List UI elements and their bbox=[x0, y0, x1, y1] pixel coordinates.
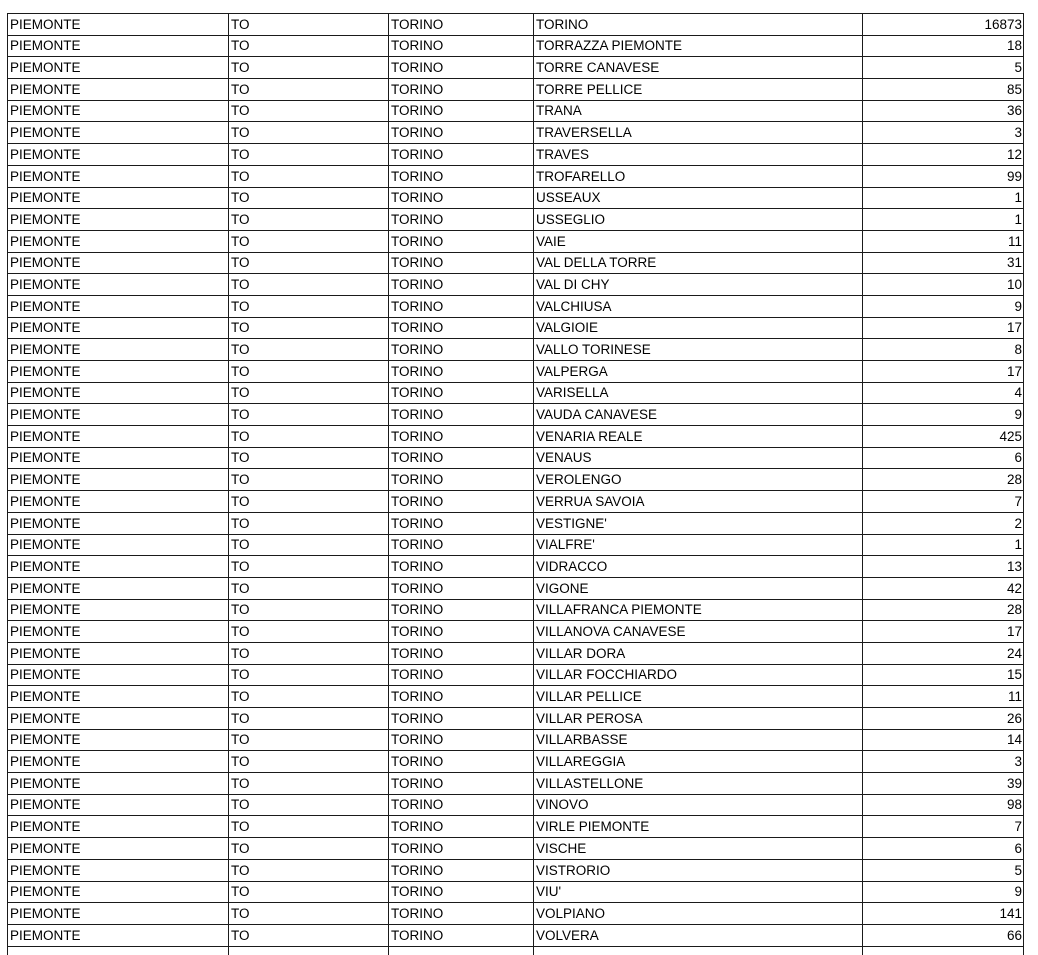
table-row bbox=[8, 426, 1024, 448]
region-cell: PIEMONTE bbox=[8, 274, 229, 296]
table-row bbox=[8, 447, 1024, 469]
region-cell: PIEMONTE bbox=[8, 339, 229, 361]
municipality-cell: VILLASTELLONE bbox=[534, 773, 863, 795]
province-cell: TORINO bbox=[389, 339, 534, 361]
municipality-cell: TRANA bbox=[534, 100, 863, 122]
province-code-cell: TO bbox=[229, 274, 389, 296]
province-code-cell: TO bbox=[229, 599, 389, 621]
value-cell: 9 bbox=[863, 404, 1024, 426]
province-code-cell: TO bbox=[229, 469, 389, 491]
province-cell: TORINO bbox=[389, 165, 534, 187]
province-cell: TORINO bbox=[389, 621, 534, 643]
value-cell: 7 bbox=[863, 491, 1024, 513]
value-cell: 17 bbox=[863, 361, 1024, 383]
province-code-cell: TO bbox=[229, 577, 389, 599]
region-cell: PIEMONTE bbox=[8, 577, 229, 599]
value-cell: 28 bbox=[863, 599, 1024, 621]
table-row bbox=[8, 122, 1024, 144]
municipality-cell: VISCHE bbox=[534, 838, 863, 860]
region-cell: PIEMONTE bbox=[8, 57, 229, 79]
municipality-cell: VESTIGNE' bbox=[534, 512, 863, 534]
region-cell: PIEMONTE bbox=[8, 361, 229, 383]
province-cell: TORINO bbox=[389, 816, 534, 838]
empty-cell bbox=[863, 946, 1024, 955]
municipality-cell: VILLAR DORA bbox=[534, 642, 863, 664]
value-cell: 15 bbox=[863, 664, 1024, 686]
region-cell: PIEMONTE bbox=[8, 924, 229, 946]
province-code-cell: TO bbox=[229, 642, 389, 664]
value-cell: 18 bbox=[863, 35, 1024, 57]
province-code-cell: TO bbox=[229, 79, 389, 101]
province-cell: TORINO bbox=[389, 209, 534, 231]
region-cell: PIEMONTE bbox=[8, 556, 229, 578]
province-cell: TORINO bbox=[389, 512, 534, 534]
table-row bbox=[8, 556, 1024, 578]
region-cell: PIEMONTE bbox=[8, 79, 229, 101]
region-cell: PIEMONTE bbox=[8, 816, 229, 838]
province-code-cell: TO bbox=[229, 382, 389, 404]
municipality-cell: VOLPIANO bbox=[534, 903, 863, 925]
value-cell: 42 bbox=[863, 577, 1024, 599]
province-cell: TORINO bbox=[389, 838, 534, 860]
region-cell: PIEMONTE bbox=[8, 599, 229, 621]
municipality-cell: VIRLE PIEMONTE bbox=[534, 816, 863, 838]
value-cell: 2 bbox=[863, 512, 1024, 534]
province-cell: TORINO bbox=[389, 794, 534, 816]
municipality-cell: TORRE PELLICE bbox=[534, 79, 863, 101]
province-cell: TORINO bbox=[389, 57, 534, 79]
province-cell: TORINO bbox=[389, 274, 534, 296]
province-cell: TORINO bbox=[389, 230, 534, 252]
table-row bbox=[8, 252, 1024, 274]
region-cell: PIEMONTE bbox=[8, 295, 229, 317]
municipality-cell: TORRAZZA PIEMONTE bbox=[534, 35, 863, 57]
empty-cell bbox=[389, 946, 534, 955]
region-cell: PIEMONTE bbox=[8, 534, 229, 556]
table-row bbox=[8, 491, 1024, 513]
table-row bbox=[8, 382, 1024, 404]
province-code-cell: TO bbox=[229, 534, 389, 556]
value-cell: 26 bbox=[863, 708, 1024, 730]
municipality-cell: VILLARBASSE bbox=[534, 729, 863, 751]
table-row bbox=[8, 144, 1024, 166]
province-cell: TORINO bbox=[389, 317, 534, 339]
table-row bbox=[8, 708, 1024, 730]
table-row bbox=[8, 794, 1024, 816]
data-table bbox=[7, 13, 1024, 955]
table-row bbox=[8, 35, 1024, 57]
province-code-cell: TO bbox=[229, 686, 389, 708]
province-code-cell: TO bbox=[229, 838, 389, 860]
province-cell: TORINO bbox=[389, 577, 534, 599]
value-cell: 8 bbox=[863, 339, 1024, 361]
region-cell: PIEMONTE bbox=[8, 794, 229, 816]
province-code-cell: TO bbox=[229, 773, 389, 795]
province-code-cell: TO bbox=[229, 664, 389, 686]
municipality-cell: TORINO bbox=[534, 14, 863, 36]
province-code-cell: TO bbox=[229, 35, 389, 57]
province-code-cell: TO bbox=[229, 404, 389, 426]
province-cell: TORINO bbox=[389, 773, 534, 795]
municipality-cell: VISTRORIO bbox=[534, 859, 863, 881]
table-row bbox=[8, 664, 1024, 686]
region-cell: PIEMONTE bbox=[8, 187, 229, 209]
municipality-cell: TRAVERSELLA bbox=[534, 122, 863, 144]
region-cell: PIEMONTE bbox=[8, 209, 229, 231]
province-cell: TORINO bbox=[389, 729, 534, 751]
region-cell: PIEMONTE bbox=[8, 664, 229, 686]
value-cell: 28 bbox=[863, 469, 1024, 491]
municipality-cell: VILLAFRANCA PIEMONTE bbox=[534, 599, 863, 621]
table-row bbox=[8, 317, 1024, 339]
table-row bbox=[8, 621, 1024, 643]
table-row bbox=[8, 100, 1024, 122]
province-cell: TORINO bbox=[389, 404, 534, 426]
province-cell: TORINO bbox=[389, 35, 534, 57]
region-cell: PIEMONTE bbox=[8, 469, 229, 491]
province-code-cell: TO bbox=[229, 903, 389, 925]
table-row bbox=[8, 469, 1024, 491]
table-row bbox=[8, 816, 1024, 838]
table-row bbox=[8, 187, 1024, 209]
province-code-cell: TO bbox=[229, 187, 389, 209]
province-code-cell: TO bbox=[229, 14, 389, 36]
value-cell: 5 bbox=[863, 57, 1024, 79]
municipality-cell: VAL DELLA TORRE bbox=[534, 252, 863, 274]
table-row bbox=[8, 14, 1024, 36]
province-cell: TORINO bbox=[389, 426, 534, 448]
region-cell: PIEMONTE bbox=[8, 252, 229, 274]
province-code-cell: TO bbox=[229, 361, 389, 383]
province-cell: TORINO bbox=[389, 79, 534, 101]
value-cell: 425 bbox=[863, 426, 1024, 448]
municipality-cell: VILLAREGGIA bbox=[534, 751, 863, 773]
province-code-cell: TO bbox=[229, 295, 389, 317]
municipality-cell: TORRE CANAVESE bbox=[534, 57, 863, 79]
province-code-cell: TO bbox=[229, 209, 389, 231]
province-cell: TORINO bbox=[389, 122, 534, 144]
value-cell: 1 bbox=[863, 187, 1024, 209]
table-row bbox=[8, 165, 1024, 187]
value-cell: 11 bbox=[863, 686, 1024, 708]
municipality-cell: VENAUS bbox=[534, 447, 863, 469]
province-code-cell: TO bbox=[229, 924, 389, 946]
value-cell: 6 bbox=[863, 838, 1024, 860]
region-cell: PIEMONTE bbox=[8, 838, 229, 860]
table-row bbox=[8, 79, 1024, 101]
region-cell: PIEMONTE bbox=[8, 686, 229, 708]
municipality-cell: VILLANOVA CANAVESE bbox=[534, 621, 863, 643]
province-code-cell: TO bbox=[229, 144, 389, 166]
value-cell: 4 bbox=[863, 382, 1024, 404]
table-row bbox=[8, 838, 1024, 860]
province-cell: TORINO bbox=[389, 599, 534, 621]
municipality-cell: VIDRACCO bbox=[534, 556, 863, 578]
value-cell: 1 bbox=[863, 534, 1024, 556]
value-cell: 17 bbox=[863, 621, 1024, 643]
region-cell: PIEMONTE bbox=[8, 317, 229, 339]
region-cell: PIEMONTE bbox=[8, 621, 229, 643]
region-cell: PIEMONTE bbox=[8, 230, 229, 252]
region-cell: PIEMONTE bbox=[8, 729, 229, 751]
municipality-cell: VILLAR PELLICE bbox=[534, 686, 863, 708]
empty-cell bbox=[534, 946, 863, 955]
province-code-cell: TO bbox=[229, 165, 389, 187]
province-cell: TORINO bbox=[389, 903, 534, 925]
municipality-cell: VINOVO bbox=[534, 794, 863, 816]
municipality-cell: VAL DI CHY bbox=[534, 274, 863, 296]
table-row bbox=[8, 295, 1024, 317]
value-cell: 6 bbox=[863, 447, 1024, 469]
value-cell: 5 bbox=[863, 859, 1024, 881]
table-row bbox=[8, 924, 1024, 946]
value-cell: 7 bbox=[863, 816, 1024, 838]
province-cell: TORINO bbox=[389, 295, 534, 317]
region-cell: PIEMONTE bbox=[8, 165, 229, 187]
province-cell: TORINO bbox=[389, 924, 534, 946]
table-row bbox=[8, 881, 1024, 903]
region-cell: PIEMONTE bbox=[8, 382, 229, 404]
province-code-cell: TO bbox=[229, 122, 389, 144]
value-cell: 66 bbox=[863, 924, 1024, 946]
region-cell: PIEMONTE bbox=[8, 512, 229, 534]
table-row bbox=[8, 534, 1024, 556]
municipality-cell: VALLO TORINESE bbox=[534, 339, 863, 361]
municipality-cell: USSEAUX bbox=[534, 187, 863, 209]
province-code-cell: TO bbox=[229, 317, 389, 339]
municipality-cell: VALCHIUSA bbox=[534, 295, 863, 317]
municipality-cell: VAIE bbox=[534, 230, 863, 252]
region-cell: PIEMONTE bbox=[8, 903, 229, 925]
value-cell: 1 bbox=[863, 209, 1024, 231]
province-code-cell: TO bbox=[229, 230, 389, 252]
province-cell: TORINO bbox=[389, 447, 534, 469]
table-row bbox=[8, 729, 1024, 751]
province-cell: TORINO bbox=[389, 187, 534, 209]
region-cell: PIEMONTE bbox=[8, 14, 229, 36]
province-cell: TORINO bbox=[389, 664, 534, 686]
table-row bbox=[8, 859, 1024, 881]
province-cell: TORINO bbox=[389, 534, 534, 556]
province-cell: TORINO bbox=[389, 469, 534, 491]
table-row bbox=[8, 404, 1024, 426]
municipality-cell: TROFARELLO bbox=[534, 165, 863, 187]
value-cell: 39 bbox=[863, 773, 1024, 795]
province-cell: TORINO bbox=[389, 144, 534, 166]
province-code-cell: TO bbox=[229, 426, 389, 448]
region-cell: PIEMONTE bbox=[8, 751, 229, 773]
value-cell: 14 bbox=[863, 729, 1024, 751]
province-code-cell: TO bbox=[229, 339, 389, 361]
province-cell: TORINO bbox=[389, 252, 534, 274]
value-cell: 3 bbox=[863, 751, 1024, 773]
region-cell: PIEMONTE bbox=[8, 122, 229, 144]
municipality-cell: VILLAR PEROSA bbox=[534, 708, 863, 730]
municipality-cell: VERRUA SAVOIA bbox=[534, 491, 863, 513]
municipality-cell: VARISELLA bbox=[534, 382, 863, 404]
municipality-cell: VENARIA REALE bbox=[534, 426, 863, 448]
province-cell: TORINO bbox=[389, 686, 534, 708]
province-cell: TORINO bbox=[389, 361, 534, 383]
province-code-cell: TO bbox=[229, 512, 389, 534]
table-row bbox=[8, 599, 1024, 621]
province-code-cell: TO bbox=[229, 252, 389, 274]
province-cell: TORINO bbox=[389, 382, 534, 404]
region-cell: PIEMONTE bbox=[8, 35, 229, 57]
table-body bbox=[8, 14, 1024, 955]
province-code-cell: TO bbox=[229, 729, 389, 751]
value-cell: 85 bbox=[863, 79, 1024, 101]
value-cell: 31 bbox=[863, 252, 1024, 274]
value-cell: 17 bbox=[863, 317, 1024, 339]
table-row-partial bbox=[8, 946, 1024, 955]
municipality-cell: VEROLENGO bbox=[534, 469, 863, 491]
municipality-cell: TRAVES bbox=[534, 144, 863, 166]
table-row bbox=[8, 274, 1024, 296]
region-cell: PIEMONTE bbox=[8, 708, 229, 730]
province-code-cell: TO bbox=[229, 859, 389, 881]
province-code-cell: TO bbox=[229, 100, 389, 122]
region-cell: PIEMONTE bbox=[8, 773, 229, 795]
table-row bbox=[8, 751, 1024, 773]
value-cell: 10 bbox=[863, 274, 1024, 296]
value-cell: 24 bbox=[863, 642, 1024, 664]
province-code-cell: TO bbox=[229, 708, 389, 730]
province-code-cell: TO bbox=[229, 621, 389, 643]
province-cell: TORINO bbox=[389, 708, 534, 730]
region-cell: PIEMONTE bbox=[8, 404, 229, 426]
value-cell: 13 bbox=[863, 556, 1024, 578]
value-cell: 11 bbox=[863, 230, 1024, 252]
province-code-cell: TO bbox=[229, 881, 389, 903]
table-row bbox=[8, 361, 1024, 383]
municipality-cell: VAUDA CANAVESE bbox=[534, 404, 863, 426]
province-cell: TORINO bbox=[389, 859, 534, 881]
table-row bbox=[8, 512, 1024, 534]
municipality-cell: VIU' bbox=[534, 881, 863, 903]
region-cell: PIEMONTE bbox=[8, 447, 229, 469]
region-cell: PIEMONTE bbox=[8, 426, 229, 448]
province-cell: TORINO bbox=[389, 881, 534, 903]
table-row bbox=[8, 230, 1024, 252]
province-code-cell: TO bbox=[229, 491, 389, 513]
municipality-cell: VALGIOIE bbox=[534, 317, 863, 339]
region-cell: PIEMONTE bbox=[8, 491, 229, 513]
table-row bbox=[8, 773, 1024, 795]
province-code-cell: TO bbox=[229, 57, 389, 79]
municipality-cell: VALPERGA bbox=[534, 361, 863, 383]
province-code-cell: TO bbox=[229, 447, 389, 469]
value-cell: 99 bbox=[863, 165, 1024, 187]
province-cell: TORINO bbox=[389, 556, 534, 578]
value-cell: 9 bbox=[863, 881, 1024, 903]
region-cell: PIEMONTE bbox=[8, 100, 229, 122]
province-code-cell: TO bbox=[229, 794, 389, 816]
region-cell: PIEMONTE bbox=[8, 859, 229, 881]
province-code-cell: TO bbox=[229, 751, 389, 773]
table-row bbox=[8, 577, 1024, 599]
municipality-cell: USSEGLIO bbox=[534, 209, 863, 231]
table-row bbox=[8, 339, 1024, 361]
value-cell: 3 bbox=[863, 122, 1024, 144]
province-code-cell: TO bbox=[229, 816, 389, 838]
empty-cell bbox=[8, 946, 229, 955]
table-row bbox=[8, 686, 1024, 708]
value-cell: 98 bbox=[863, 794, 1024, 816]
province-cell: TORINO bbox=[389, 751, 534, 773]
region-cell: PIEMONTE bbox=[8, 144, 229, 166]
table-row bbox=[8, 209, 1024, 231]
table-row bbox=[8, 57, 1024, 79]
value-cell: 36 bbox=[863, 100, 1024, 122]
value-cell: 12 bbox=[863, 144, 1024, 166]
region-cell: PIEMONTE bbox=[8, 881, 229, 903]
municipality-cell: VIALFRE' bbox=[534, 534, 863, 556]
value-cell: 16873 bbox=[863, 14, 1024, 36]
table-row bbox=[8, 903, 1024, 925]
province-code-cell: TO bbox=[229, 556, 389, 578]
value-cell: 9 bbox=[863, 295, 1024, 317]
municipality-cell: VOLVERA bbox=[534, 924, 863, 946]
municipality-cell: VILLAR FOCCHIARDO bbox=[534, 664, 863, 686]
table-row bbox=[8, 642, 1024, 664]
empty-cell bbox=[229, 946, 389, 955]
province-cell: TORINO bbox=[389, 100, 534, 122]
province-cell: TORINO bbox=[389, 491, 534, 513]
region-cell: PIEMONTE bbox=[8, 642, 229, 664]
province-cell: TORINO bbox=[389, 642, 534, 664]
municipality-cell: VIGONE bbox=[534, 577, 863, 599]
value-cell: 141 bbox=[863, 903, 1024, 925]
province-cell: TORINO bbox=[389, 14, 534, 36]
